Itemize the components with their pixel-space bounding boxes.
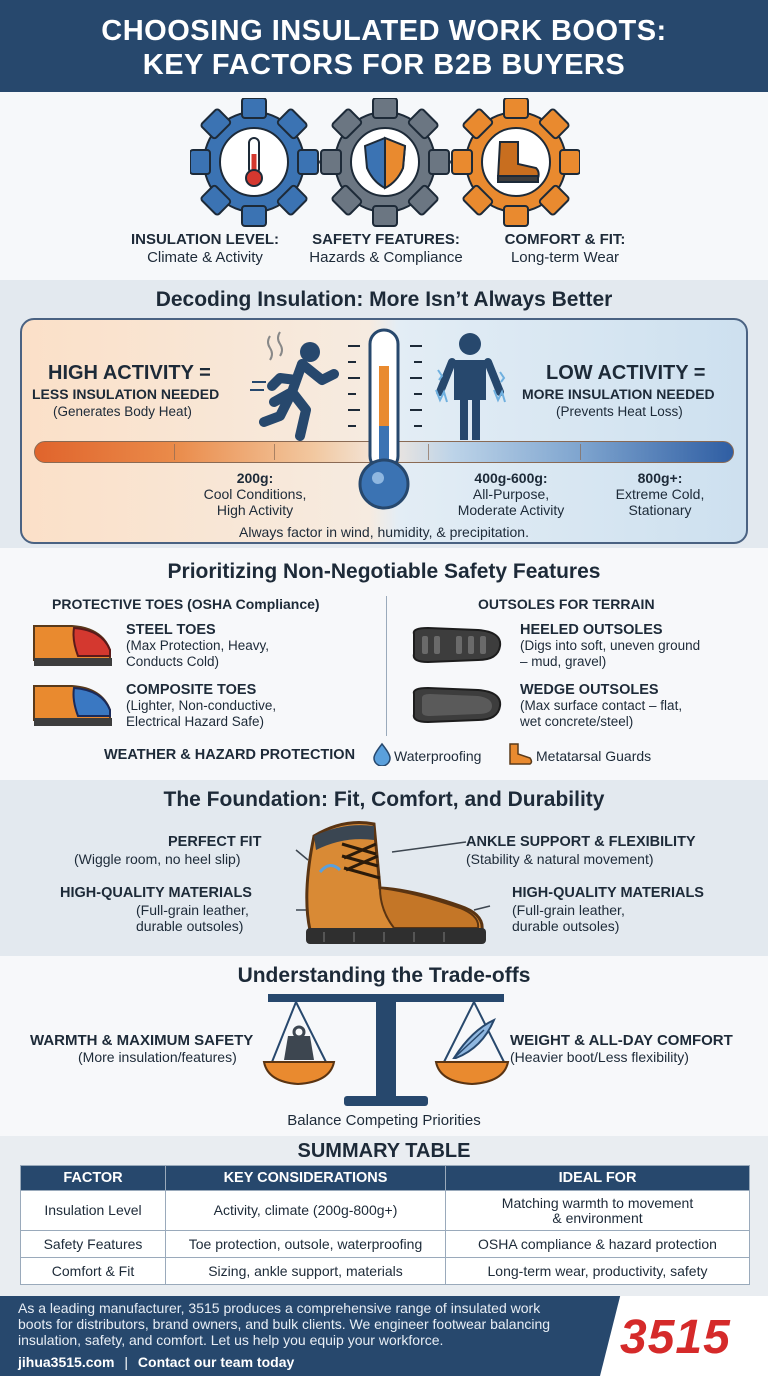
table-header-factor: FACTOR <box>21 1166 166 1191</box>
insulation-section-title: Decoding Insulation: More Isn’t Always Better <box>155 288 613 311</box>
table-row <box>21 1231 750 1258</box>
weight-comfort-desc: (Heavier boot/Less flexibility) <box>510 1049 689 1065</box>
page-title-line-1: CHOOSING INSULATED WORK BOOTS: <box>101 15 667 47</box>
contact-link[interactable]: Contact our team today <box>137 1354 295 1370</box>
heeled-outsoles-title: HEELED OUTSOLES <box>520 622 663 638</box>
factor-comfort-subtitle: Long-term Wear <box>510 249 620 266</box>
wedge-outsole-icon <box>408 686 504 726</box>
composite-toes-line2: Electrical Hazard Safe) <box>126 714 265 729</box>
wedge-outsoles-title: WEDGE OUTSOLES <box>520 682 659 698</box>
table-cell: Comfort & Fit <box>21 1258 166 1285</box>
footer-separator: | <box>124 1354 129 1370</box>
materials-right-line2: durable outsoles) <box>512 918 620 934</box>
weather-protection-label: WEATHER & HAZARD PROTECTION <box>104 747 356 763</box>
warmth-safety-desc: (More insulation/features) <box>78 1049 237 1065</box>
factor-safety <box>286 231 486 267</box>
footer-line-3: insulation, safety, and comfort. Let us help you equip your workforce. <box>18 1332 444 1348</box>
heeled-outsoles-desc <box>520 638 700 670</box>
factor-safety-subtitle: Hazards & Compliance <box>309 249 463 266</box>
footer-line-1: As a leading manufacturer, 3515 produces a comprehensive range of insulated work <box>18 1300 541 1316</box>
table-row <box>21 1191 750 1231</box>
gears-graphic <box>190 98 580 228</box>
factor-insulation <box>105 231 305 267</box>
warmth-safety-title: WARMTH & MAXIMUM SAFETY <box>30 1032 254 1049</box>
insulation-gear-icon <box>190 98 318 226</box>
heeled-outsoles-line2: – mud, gravel) <box>520 654 607 669</box>
summary-table <box>20 1165 750 1285</box>
range-400-600g <box>436 470 586 518</box>
steel-toe-icon <box>32 620 114 670</box>
weight-comfort-title: WEIGHT & ALL-DAY COMFORT <box>510 1032 733 1049</box>
page-header <box>0 0 768 92</box>
scale-tick <box>274 444 275 460</box>
materials-left-title: HIGH-QUALITY MATERIALS <box>60 885 252 901</box>
range-800g-weight: 800g+: <box>637 470 683 486</box>
foundation-section-title: The Foundation: Fit, Comfort, and Durability <box>163 788 605 811</box>
table-header-considerations: KEY CONSIDERATIONS <box>166 1166 446 1191</box>
materials-left-desc <box>136 902 249 934</box>
ankle-support-title: ANKLE SUPPORT & FLEXIBILITY <box>466 834 696 850</box>
metatarsal-label: Metatarsal Guards <box>536 748 652 764</box>
safety-section-title: Prioritizing Non-Negotiable Safety Features <box>167 560 601 583</box>
table-cell: Toe protection, outsole, waterproofing <box>166 1231 446 1258</box>
comfort-gear-icon <box>452 98 580 226</box>
table-cell: OSHA compliance & hazard protection <box>446 1231 750 1258</box>
table-header-ideal: IDEAL FOR <box>446 1166 750 1191</box>
wedge-outsoles-line1: (Max surface contact – flat, <box>520 698 683 713</box>
footer-line-2: boots for distributors, brand owners, and bulk clients. We engineer footwear balancing <box>18 1316 551 1332</box>
range-800g-line2: Stationary <box>628 502 692 518</box>
materials-right-line1: (Full-grain leather, <box>512 902 625 918</box>
table-cell-line: Matching warmth to movement <box>501 1194 694 1211</box>
range-400-600g-line2: Moderate Activity <box>457 502 565 518</box>
tradeoffs-section-title: Understanding the Trade-offs <box>237 964 531 987</box>
perfect-fit-desc: (Wiggle room, no heel slip) <box>74 851 241 867</box>
table-cell: Safety Features <box>21 1231 166 1258</box>
table-cell <box>446 1191 750 1231</box>
thermometer-icon <box>340 326 430 516</box>
page-title-line-2: KEY FACTORS FOR B2B BUYERS <box>142 49 626 81</box>
low-activity-subtitle: MORE INSULATION NEEDED <box>522 386 715 402</box>
materials-right-desc <box>512 902 625 934</box>
ankle-support-desc: (Stability & natural movement) <box>466 851 654 867</box>
range-800g-line1: Extreme Cold, <box>615 486 705 502</box>
table-row <box>21 1258 750 1285</box>
low-activity-note: (Prevents Heat Loss) <box>556 404 683 419</box>
range-200g-line2: High Activity <box>216 502 294 518</box>
table-cell: Insulation Level <box>21 1191 166 1231</box>
running-person-icon <box>250 330 340 442</box>
summary-title: SUMMARY TABLE <box>297 1140 471 1162</box>
work-boot-icon <box>284 814 494 950</box>
safety-gear-icon <box>321 98 449 226</box>
footer-links <box>18 1354 294 1370</box>
insulation-footnote: Always factor in wind, humidity, & precipitation. <box>239 524 529 540</box>
composite-toes-title: COMPOSITE TOES <box>126 682 257 698</box>
steel-toes-line1: (Max Protection, Heavy, <box>126 638 270 653</box>
wedge-outsoles-desc <box>520 698 682 730</box>
column-divider <box>386 596 387 736</box>
steel-toes-desc <box>126 638 269 670</box>
factor-comfort <box>465 231 665 267</box>
steel-toes-line2: Conducts Cold) <box>126 654 220 669</box>
materials-right-title: HIGH-QUALITY MATERIALS <box>512 885 704 901</box>
wedge-outsoles-line2: wet concrete/steel) <box>520 714 634 729</box>
composite-toes-desc <box>126 698 276 730</box>
materials-left-line1: (Full-grain leather, <box>136 902 249 918</box>
composite-toes-line1: (Lighter, Non-conductive, <box>126 698 277 713</box>
high-activity-subtitle: LESS INSULATION NEEDED <box>32 386 220 402</box>
balance-scale-icon <box>258 990 514 1110</box>
standing-person-icon <box>430 330 510 444</box>
perfect-fit-title: PERFECT FIT <box>168 834 262 850</box>
table-cell: Sizing, ankle support, materials <box>166 1258 446 1285</box>
table-cell-line: & environment <box>552 1209 643 1226</box>
factor-insulation-subtitle: Climate & Activity <box>147 249 263 266</box>
table-header-row <box>21 1166 750 1191</box>
protective-toes-heading: PROTECTIVE TOES (OSHA Compliance) <box>52 596 320 612</box>
composite-toe-icon <box>32 680 114 730</box>
table-cell: Activity, climate (200g-800g+) <box>166 1191 446 1231</box>
high-activity-note: (Generates Body Heat) <box>53 404 192 419</box>
waterproofing-label: Waterproofing <box>394 748 482 764</box>
scale-tick <box>174 444 175 460</box>
balance-caption: Balance Competing Priorities <box>287 1112 481 1129</box>
high-activity-title: HIGH ACTIVITY = <box>48 362 211 384</box>
factor-safety-title: SAFETY FEATURES: <box>312 231 460 248</box>
factor-insulation-title: INSULATION LEVEL: <box>130 231 280 248</box>
factor-comfort-title: COMFORT & FIT: <box>504 231 626 248</box>
table-cell: Long-term wear, productivity, safety <box>446 1258 750 1285</box>
website-link[interactable]: jihua3515.com <box>18 1354 115 1370</box>
scale-tick <box>580 444 581 460</box>
low-activity-title: LOW ACTIVITY = <box>546 362 706 384</box>
outsoles-heading: OUTSOLES FOR TERRAIN <box>478 596 655 612</box>
materials-left-line2: durable outsoles) <box>136 918 244 934</box>
range-400-600g-weight: 400g-600g: <box>474 470 548 486</box>
water-drop-icon <box>372 742 392 766</box>
heeled-outsole-icon <box>408 626 504 666</box>
range-800g <box>590 470 730 518</box>
footer-description <box>18 1300 618 1348</box>
range-200g-weight: 200g: <box>236 470 274 486</box>
range-400-600g-line1: All-Purpose, <box>472 486 550 502</box>
brand-logo: 3515 <box>620 1311 731 1364</box>
metatarsal-guard-icon <box>506 742 534 766</box>
range-200g <box>180 470 330 518</box>
steel-toes-title: STEEL TOES <box>126 622 216 638</box>
heeled-outsoles-line1: (Digs into soft, uneven ground <box>520 638 701 653</box>
range-200g-line1: Cool Conditions, <box>203 486 307 502</box>
